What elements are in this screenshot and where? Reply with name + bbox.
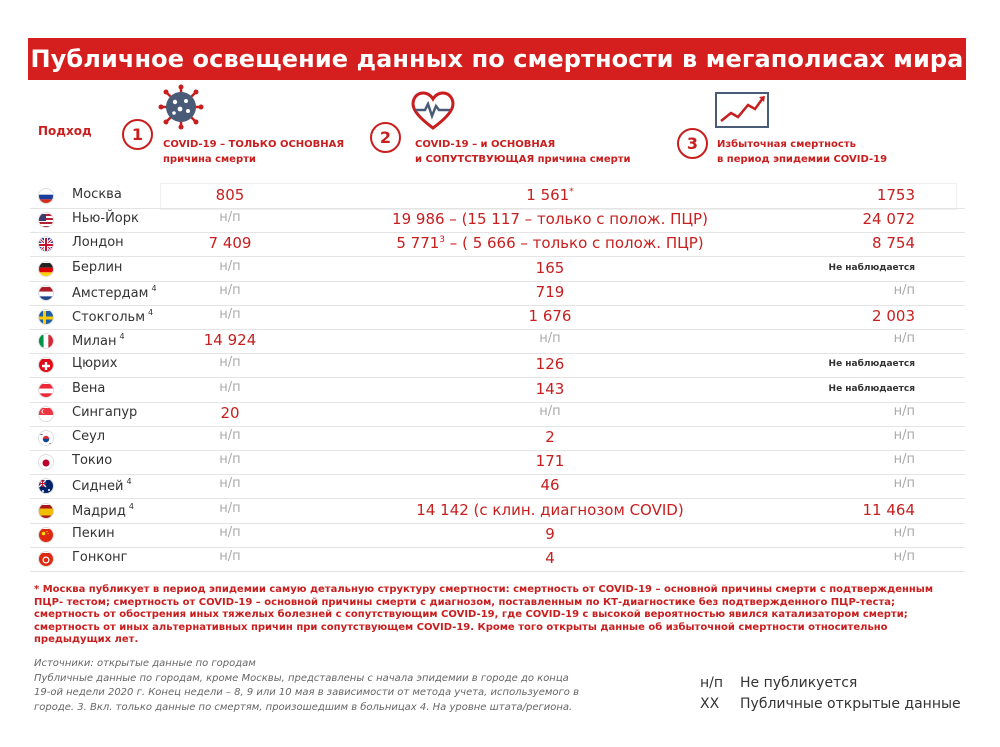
value-approach-2: 4 [545, 549, 555, 567]
rising-chart-icon [715, 92, 769, 132]
city-name: Амстердам $^4$ [72, 283, 157, 301]
value-approach-1: н/п [219, 452, 241, 468]
value-approach-3: н/п [893, 428, 915, 443]
flag-icon [39, 286, 53, 300]
city-name: Мадрид $^4$ [72, 501, 134, 519]
city-name: Сингапур [72, 404, 138, 420]
table-row [30, 450, 965, 475]
value-approach-2: 5 $771^3$ – ( 5 666 – только с полож. ПЦР) [396, 234, 704, 253]
legend-text: Публичные открытые данные [740, 696, 961, 712]
value-approach-1: н/п [219, 500, 241, 516]
value-approach-3: н/п [893, 331, 915, 347]
value-approach-2: 719 [535, 282, 565, 301]
heart-pulse-icon [410, 90, 456, 134]
value-approach-3: 11 464 [862, 500, 915, 519]
value-approach-1: н/п [219, 524, 241, 540]
table-row [30, 305, 965, 330]
legend-key: XX [700, 696, 720, 712]
footnote-line: смертность от обострения иных тяжелых болезней с сопутствующим COVID-19, где COVID-19 с высокой вероятностью явился катализатором смерти; [34, 609, 908, 620]
legend-item-xx [700, 696, 961, 712]
value-approach-3: 8 754 [872, 234, 915, 253]
value-approach-2: 171 [535, 452, 565, 471]
page-title: Публичное освещение данных по смертности в мегаполисах мира [28, 38, 966, 80]
value-approach-2: 1 676 [528, 307, 572, 325]
city-name: Лондон [72, 235, 124, 251]
value-approach-2: 46 [540, 476, 560, 495]
approach-3-line1: Избыточная смертность [717, 139, 856, 150]
sources-line: Источники: открытые данные по городам [34, 658, 256, 669]
approach-2-number: 2 [370, 122, 401, 153]
value-approach-1: н/п [219, 355, 241, 371]
approach-3-text [717, 137, 887, 167]
sources-line: городе. 3. Вкл. только данные по смертям, произошедшим в больницах 4. На уровне штата/региона. [34, 701, 573, 713]
footnote [34, 584, 964, 647]
table-row [30, 426, 965, 451]
table-row [30, 329, 965, 354]
approach-label: Подход [38, 124, 92, 138]
value-approach-2: 14 142 (с клин. диагнозом COVID) [416, 500, 684, 519]
approach-2-text [415, 137, 631, 167]
table-row [30, 547, 965, 572]
approach-1-line1: COVID-19 – ТОЛЬКО ОСНОВНАЯ [163, 139, 345, 150]
approach-2-line2: и СОПУТСТВУЮЩАЯ причина смерти [415, 154, 631, 165]
value-approach-2: 126 [535, 355, 565, 374]
sources [34, 657, 654, 715]
footnote-line: предыдущих лет. [34, 634, 139, 645]
value-approach-3: Не наблюдается [828, 359, 915, 370]
value-approach-1: н/п [219, 258, 241, 274]
value-approach-3: н/п [893, 476, 915, 492]
city-name: Цюрих [72, 356, 118, 372]
flag-icon [39, 528, 53, 542]
value-approach-2: 9 [545, 524, 555, 543]
value-approach-1: 805 [215, 186, 245, 204]
flag-icon [39, 383, 53, 397]
value-approach-1: н/п [219, 210, 241, 226]
footnote-line: смертность от иных альтернативных причин при сопутствующем COVID-19. Кроме того открыты данные об избыточной смертности относительно [34, 621, 888, 633]
flag-icon [39, 504, 53, 518]
city-name: Москва [72, 187, 122, 202]
footnote-line: ПЦР- тестом; смертность от COVID-19 – основной причины смерти с диагнозом, поставленным по КТ-диагностике без подтвержденного ПЦР-теста; [34, 596, 895, 608]
value-approach-2: 1 561* [526, 186, 574, 204]
virus-icon [158, 84, 204, 134]
footnote-line: * Москва публикует в период эпидемии самую детальную структуру смертности: смертность от COVID-19 – основной причины смерти с подтвержденным [34, 584, 934, 595]
legend-key: н/п [700, 675, 724, 691]
value-approach-3: Не наблюдается [828, 262, 915, 273]
value-approach-1: 14 924 [203, 331, 257, 350]
sources-line: 19-ой недели 2020 г. Конец недели – 8, 9 или 10 мая в зависимости от метода учета, используемого в [34, 687, 579, 698]
approach-1-line2: причина смерти [163, 154, 256, 165]
value-approach-1: н/п [219, 476, 241, 492]
value-approach-1: н/п [219, 307, 241, 322]
value-approach-3: 24 072 [862, 210, 915, 229]
flag-icon [39, 407, 53, 421]
value-approach-2: н/п [539, 403, 561, 419]
city-name: Милан $^4$ [72, 332, 125, 350]
value-approach-2: 165 [535, 258, 565, 277]
table-row [30, 378, 965, 403]
approach-1-number: 1 [122, 119, 153, 150]
city-name: Нью-Йорк [72, 211, 139, 227]
table-row [30, 523, 965, 548]
city-name: Гонконг [72, 550, 128, 565]
table-row [30, 353, 965, 378]
table-row [30, 402, 965, 427]
legend-text: Не публикуется [740, 675, 858, 691]
flag-icon [39, 431, 53, 445]
value-approach-1: н/п [219, 549, 241, 564]
flag-icon [39, 237, 53, 251]
table-row [30, 499, 965, 524]
value-approach-3: н/п [893, 403, 915, 419]
value-approach-2: н/п [539, 331, 561, 347]
flag-icon [39, 334, 53, 348]
flag-icon [39, 189, 53, 203]
flag-icon [39, 213, 53, 227]
approach-3-number: 3 [677, 128, 708, 159]
table-row [30, 184, 965, 209]
flag-icon [39, 358, 53, 372]
approach-3-line2: в период эпидемии COVID-19 [717, 154, 888, 165]
city-name: Сеул [72, 429, 106, 444]
value-approach-2: 143 [535, 379, 565, 398]
flag-icon [39, 455, 53, 469]
table-row [30, 474, 965, 499]
legend-item-np [700, 675, 857, 691]
value-approach-1: 7 409 [208, 234, 252, 253]
city-name: Стокгольм $^4$ [72, 308, 154, 325]
city-name: Берлин [72, 259, 123, 275]
approach-2-line1: COVID-19 – и ОСНОВНАЯ [415, 139, 556, 150]
flag-icon [39, 262, 53, 276]
city-name: Вена [72, 380, 106, 396]
flag-icon [39, 310, 53, 324]
value-approach-3: 2 003 [872, 307, 915, 325]
value-approach-3: 1753 [876, 186, 915, 204]
table-row [30, 232, 965, 257]
flag-icon [39, 479, 53, 493]
table-row [30, 208, 965, 233]
value-approach-3: н/п [893, 549, 915, 564]
value-approach-3: Не наблюдается [828, 383, 915, 394]
value-approach-2: 2 [545, 428, 555, 446]
table-row [30, 281, 965, 306]
value-approach-1: н/п [219, 379, 241, 395]
value-approach-3: н/п [893, 282, 915, 298]
sources-line: Публичные данные по городам, кроме Москвы, представлены с начала эпидемии в городе до конца [34, 672, 569, 684]
value-approach-1: 20 [220, 403, 240, 422]
value-approach-3: н/п [893, 524, 915, 540]
value-approach-1: н/п [219, 282, 241, 298]
city-name: Пекин [72, 525, 115, 541]
value-approach-1: н/п [219, 428, 241, 443]
city-name: Сидней $^4$ [72, 477, 132, 495]
value-approach-3: н/п [893, 452, 915, 468]
value-approach-2: 19 986 – (15 117 – только с полож. ПЦР) [392, 210, 708, 229]
approach-1-text [163, 137, 344, 167]
city-name: Токио [72, 453, 113, 469]
flag-icon [39, 552, 53, 566]
table-row [30, 257, 965, 282]
